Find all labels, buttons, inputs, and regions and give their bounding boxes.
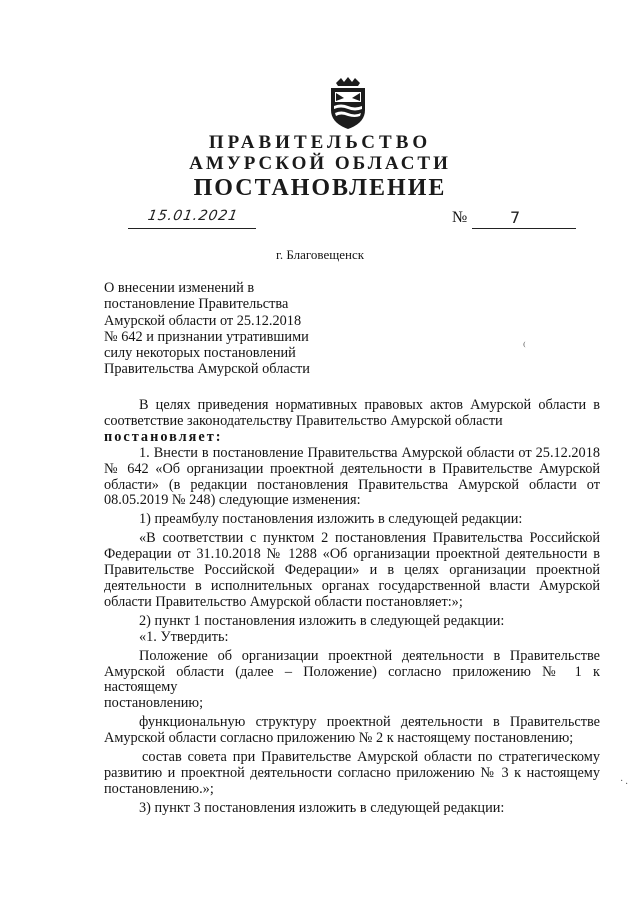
body-line: Правительстве Российской Федерации» и в целях организации проектной: [104, 562, 600, 579]
body-line: 1. Внести в постановление Правительства Амурской области от 25.12.2018: [139, 444, 600, 461]
document-subject: [104, 280, 310, 378]
body-line: 2) пункт 1 постановления изложить в следующей редакции:: [139, 612, 505, 629]
issuer-line-2: АМУРСКОЙ ОБЛАСТИ: [189, 153, 451, 174]
body-line: Положение об организации проектной деятельности в Правительстве: [139, 647, 600, 664]
body-line: 08.05.2019 № 248) следующие изменения:: [104, 492, 361, 509]
document-date: 15.01.2021: [146, 208, 240, 224]
body-line: 1) преамбулу постановления изложить в следующей редакции:: [139, 511, 523, 528]
body-line: «1. Утвердить:: [139, 628, 229, 645]
body-line: Амурской области согласно приложению № 2 к настоящему постановлению;: [104, 730, 574, 747]
body-line: № 642 «Об организации проектной деятельности в Правительстве Амурской: [104, 460, 600, 477]
coat-of-arms-icon: [327, 76, 369, 130]
body-line: развитию и проектной деятельности согласно приложению № 3 к настоящему: [104, 764, 600, 781]
body-line: «В соответствии с пунктом 2 постановления Правительства Российской: [139, 530, 600, 547]
subject-line: Правительства Амурской области: [104, 361, 310, 378]
resolves-word: постановляет:: [104, 428, 223, 445]
body-line: области Правительство Амурской области постановляет:»;: [104, 593, 463, 610]
body-line: деятельности в исполнительных органах государственной власти Амурской: [104, 577, 600, 594]
body-line: В целях приведения нормативных правовых актов Амурской области в: [139, 397, 600, 413]
subject-line: постановление Правительства: [104, 296, 289, 313]
document-body: [104, 398, 600, 817]
body-line: Федерации от 31.10.2018 № 1288 «Об организации проектной деятельности в: [104, 546, 600, 563]
body-line: 3) пункт 3 постановления изложить в следующей редакции:: [139, 799, 505, 816]
scan-dots: ·.: [620, 776, 630, 787]
subject-line: силу некоторых постановлений: [104, 345, 296, 362]
body-line: функциональную структуру проектной деятельности в Правительстве: [139, 714, 600, 731]
subject-line: О внесении изменений в: [104, 280, 255, 296]
document-type: ПОСТАНОВЛЕНИЕ: [193, 175, 447, 201]
number-sign: №: [452, 209, 468, 226]
body-line: Амурской области (далее – Положение) согласно приложению № 1 к настоящему: [104, 663, 600, 696]
subject-line: Амурской области от 25.12.2018: [104, 312, 302, 329]
body-line: соответствие законодательству Правительство Амурской области: [104, 412, 503, 429]
number-underline: [472, 208, 576, 229]
body-line: области» (в редакции постановления Правительства Амурской области от: [104, 476, 600, 493]
issuer-line-1: ПРАВИТЕЛЬСТВО: [208, 132, 432, 153]
scan-mark: ⁽: [523, 341, 526, 353]
body-line: постановлению.»;: [104, 780, 214, 797]
document-number: 7: [510, 208, 521, 227]
subject-line: № 642 и признании утратившими: [104, 328, 309, 345]
city: г. Благовещенск: [275, 247, 365, 262]
body-line: состав совета при Правительстве Амурской области по стратегическому: [142, 749, 600, 766]
body-line: постановлению;: [104, 695, 204, 712]
